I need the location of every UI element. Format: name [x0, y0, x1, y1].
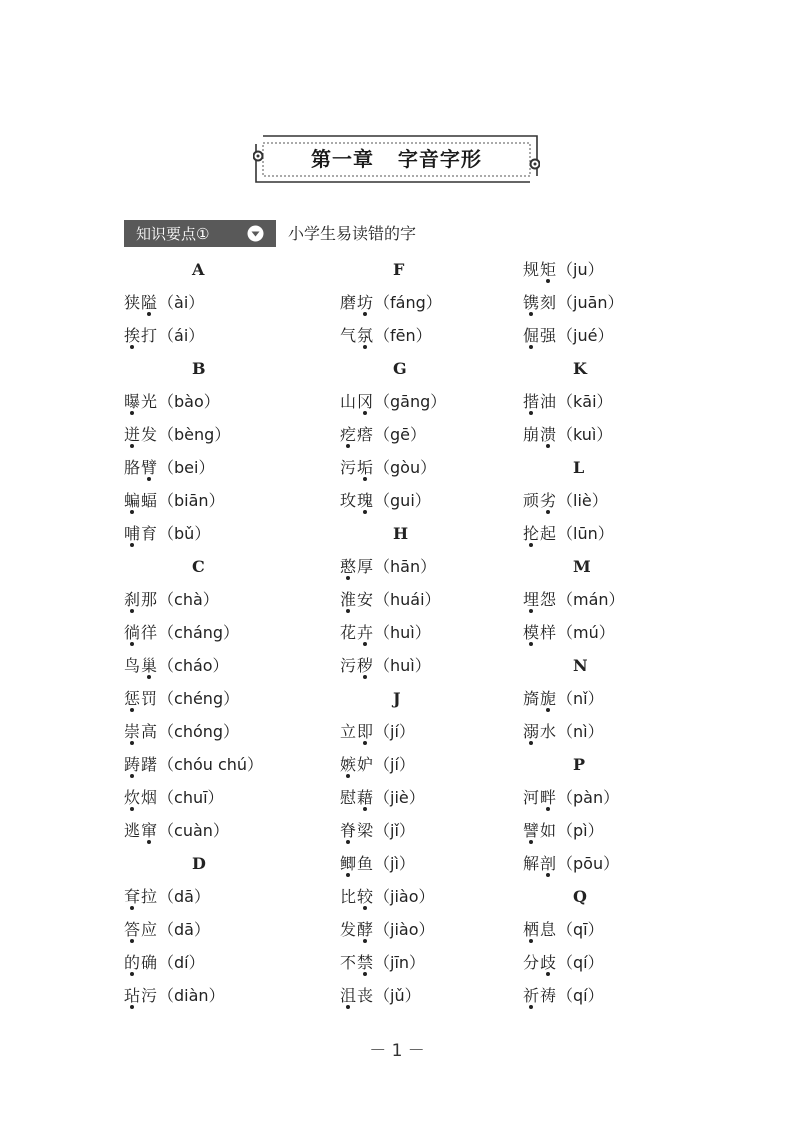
emphasis-dot — [346, 774, 350, 778]
word-entry — [523, 253, 683, 286]
word-text: 嫉妒 — [340, 755, 375, 774]
emphasis-dot — [529, 312, 533, 316]
word-text: 胳臂 — [124, 458, 159, 477]
pinyin-text: （jì） — [374, 854, 415, 873]
emphasis-dot — [363, 345, 367, 349]
emphasis-dot — [130, 774, 134, 778]
word-entry — [340, 385, 500, 418]
letter-header: Q — [573, 887, 587, 906]
word-text: 惩罚 — [124, 689, 159, 708]
pinyin-text: （qī） — [557, 920, 604, 939]
word-entry — [523, 484, 683, 517]
emphasis-dot — [529, 939, 533, 943]
word-text: 譬如 — [523, 821, 558, 840]
emphasis-dot — [130, 642, 134, 646]
word-entry — [340, 550, 500, 583]
emphasis-dot — [130, 1005, 134, 1009]
pinyin-text: （fáng） — [374, 293, 442, 312]
word-entry — [124, 286, 284, 319]
pinyin-text: （ái） — [158, 326, 205, 345]
word-entry — [340, 913, 500, 946]
word-text: 旖旎 — [523, 689, 558, 708]
emphasis-dot — [546, 510, 550, 514]
letter-header: G — [393, 359, 407, 378]
word-text: 崩溃 — [523, 425, 558, 444]
emphasis-dot — [529, 543, 533, 547]
letter-header: P — [573, 755, 586, 774]
word-entry — [523, 814, 683, 847]
word-entry — [523, 781, 683, 814]
word-entry — [340, 814, 500, 847]
word-entry — [124, 781, 284, 814]
word-text: 立即 — [340, 722, 375, 741]
word-text: 蝙蝠 — [124, 491, 159, 510]
word-entry — [124, 748, 284, 781]
word-entry — [124, 583, 284, 616]
word-entry — [124, 682, 284, 715]
word-text: 揩油 — [523, 392, 558, 411]
emphasis-dot — [363, 906, 367, 910]
word-entry — [340, 649, 500, 682]
pinyin-text: （cuàn） — [158, 821, 229, 840]
chapter-title: 第一章 字音字形 — [311, 147, 482, 171]
word-text: 踌躇 — [124, 755, 159, 774]
word-entry — [124, 715, 284, 748]
word-text: 比较 — [340, 887, 375, 906]
word-text: 镌刻 — [523, 293, 558, 312]
word-entry — [124, 913, 284, 946]
pinyin-text: （chà） — [158, 590, 219, 609]
word-entry — [523, 715, 683, 748]
word-entry — [523, 385, 683, 418]
word-entry — [340, 286, 500, 319]
emphasis-dot — [363, 411, 367, 415]
word-text: 抡起 — [523, 524, 558, 543]
letter-header: N — [573, 656, 588, 675]
pinyin-text: （jiè） — [374, 788, 425, 807]
emphasis-dot — [147, 675, 151, 679]
emphasis-dot — [130, 543, 134, 547]
emphasis-dot — [130, 444, 134, 448]
word-text: 沮丧 — [340, 986, 375, 1005]
word-entry — [124, 484, 284, 517]
pinyin-text: （chóng） — [158, 722, 240, 741]
word-text: 曝光 — [124, 392, 159, 411]
emphasis-dot — [529, 345, 533, 349]
pinyin-text: （kuì） — [557, 425, 613, 444]
word-text: 山冈 — [340, 392, 375, 411]
word-text: 挨打 — [124, 326, 159, 345]
pinyin-text: （dí） — [158, 953, 205, 972]
word-text: 花卉 — [340, 623, 375, 642]
emphasis-dot — [147, 840, 151, 844]
word-text: 刹那 — [124, 590, 159, 609]
pinyin-text: （huì） — [374, 656, 431, 675]
pinyin-text: （jiào） — [374, 887, 435, 906]
emphasis-dot — [346, 840, 350, 844]
word-text: 河畔 — [523, 788, 558, 807]
word-text: 狭隘 — [124, 293, 159, 312]
pinyin-text: （pōu） — [557, 854, 620, 873]
word-entry — [340, 946, 500, 979]
word-entry — [523, 979, 683, 1012]
pinyin-text: （bǔ） — [158, 524, 211, 543]
pinyin-text: （cháo） — [158, 656, 229, 675]
emphasis-dot — [346, 576, 350, 580]
pinyin-text: （dā） — [158, 920, 210, 939]
word-text: 模样 — [523, 623, 558, 642]
word-column-1 — [124, 253, 284, 1012]
emphasis-dot — [147, 477, 151, 481]
word-text: 崇高 — [124, 722, 159, 741]
word-text: 磨坊 — [340, 293, 375, 312]
pinyin-text: （juān） — [557, 293, 624, 312]
emphasis-dot — [363, 675, 367, 679]
pinyin-text: （bei） — [158, 458, 215, 477]
word-text: 耷拉 — [124, 887, 159, 906]
word-entry — [523, 418, 683, 451]
word-text: 哺育 — [124, 524, 159, 543]
pinyin-text: （huái） — [374, 590, 441, 609]
word-column-3 — [523, 253, 683, 1012]
page-number: － 1 － — [369, 1041, 425, 1061]
letter-header: L — [573, 458, 585, 477]
emphasis-dot — [363, 477, 367, 481]
emphasis-dot — [346, 609, 350, 613]
letter-header: K — [573, 359, 587, 378]
pinyin-text: （liè） — [557, 491, 608, 510]
pinyin-text: （mú） — [557, 623, 615, 642]
word-entry — [340, 484, 500, 517]
emphasis-dot — [130, 741, 134, 745]
word-entry — [340, 583, 500, 616]
word-entry — [340, 715, 500, 748]
emphasis-dot — [363, 807, 367, 811]
word-entry — [340, 847, 500, 880]
emphasis-dot — [529, 1005, 533, 1009]
word-text: 逃窜 — [124, 821, 159, 840]
pinyin-text: （nǐ） — [557, 689, 604, 708]
pinyin-text: （chéng） — [158, 689, 240, 708]
word-text: 祈祷 — [523, 986, 558, 1005]
section-title: 小学生易读错的字 — [288, 224, 417, 243]
word-text: 答应 — [124, 920, 159, 939]
word-entry — [340, 451, 500, 484]
pinyin-text: （gē） — [374, 425, 427, 444]
pinyin-text: （gui） — [374, 491, 431, 510]
pinyin-text: （jiào） — [374, 920, 435, 939]
emphasis-dot — [546, 279, 550, 283]
letter-header: M — [573, 557, 591, 576]
word-entry — [523, 286, 683, 319]
word-column-2 — [340, 253, 500, 1012]
emphasis-dot — [130, 972, 134, 976]
pinyin-text: （jǔ） — [374, 986, 421, 1005]
pinyin-text: （mán） — [557, 590, 625, 609]
emphasis-dot — [130, 708, 134, 712]
letter-header: A — [192, 260, 205, 279]
word-text: 玫瑰 — [340, 491, 375, 510]
word-text: 憨厚 — [340, 557, 375, 576]
letter-header: F — [393, 260, 405, 279]
emphasis-dot — [346, 1005, 350, 1009]
letter-header: D — [192, 854, 206, 873]
pinyin-text: （ju） — [557, 260, 604, 279]
pinyin-text: （pàn） — [557, 788, 620, 807]
word-text: 溺水 — [523, 722, 558, 741]
emphasis-dot — [363, 642, 367, 646]
emphasis-dot — [529, 741, 533, 745]
word-entry — [124, 979, 284, 1012]
word-entry — [340, 880, 500, 913]
word-text: 不禁 — [340, 953, 375, 972]
word-entry — [523, 913, 683, 946]
word-text: 埋怨 — [523, 590, 558, 609]
word-text: 的确 — [124, 953, 159, 972]
word-text: 慰藉 — [340, 788, 375, 807]
word-text: 炊烟 — [124, 788, 159, 807]
emphasis-dot — [363, 741, 367, 745]
emphasis-dot — [546, 444, 550, 448]
pinyin-text: （chóu chú） — [158, 755, 264, 774]
word-entry — [124, 814, 284, 847]
pinyin-text: （jǐ） — [374, 821, 415, 840]
word-text: 倔强 — [523, 326, 558, 345]
word-entry — [523, 583, 683, 616]
letter-header: B — [192, 359, 206, 378]
pinyin-text: （gòu） — [374, 458, 437, 477]
pinyin-text: （lūn） — [557, 524, 614, 543]
pinyin-text: （cháng） — [158, 623, 240, 642]
word-text: 脊梁 — [340, 821, 375, 840]
word-text: 污垢 — [340, 458, 375, 477]
emphasis-dot — [529, 411, 533, 415]
knowledge-point-badge — [124, 220, 276, 247]
word-text: 疙瘩 — [340, 425, 375, 444]
pinyin-text: （jīn） — [374, 953, 426, 972]
chevron-down-icon — [247, 225, 264, 242]
word-entry — [124, 880, 284, 913]
word-entry — [523, 517, 683, 550]
word-entry — [523, 847, 683, 880]
word-entry — [523, 616, 683, 649]
pinyin-text: （jí） — [374, 755, 415, 774]
pinyin-text: （ài） — [158, 293, 205, 312]
word-text: 顽劣 — [523, 491, 558, 510]
word-entry — [124, 649, 284, 682]
word-text: 鸟巢 — [124, 656, 159, 675]
word-entry — [523, 946, 683, 979]
pinyin-text: （nì） — [557, 722, 604, 741]
pinyin-text: （jué） — [557, 326, 614, 345]
word-text: 鲫鱼 — [340, 854, 375, 873]
word-text: 迸发 — [124, 425, 159, 444]
emphasis-dot — [546, 972, 550, 976]
word-entry — [340, 616, 500, 649]
word-text: 分歧 — [523, 953, 558, 972]
emphasis-dot — [130, 939, 134, 943]
word-entry — [124, 418, 284, 451]
emphasis-dot — [529, 609, 533, 613]
word-text: 玷污 — [124, 986, 159, 1005]
chapter-title-frame — [253, 134, 540, 184]
pinyin-text: （jí） — [374, 722, 415, 741]
word-entry — [523, 319, 683, 352]
pinyin-text: （biān） — [158, 491, 225, 510]
knowledge-point-label: 知识要点① — [136, 225, 210, 243]
emphasis-dot — [346, 444, 350, 448]
emphasis-dot — [363, 972, 367, 976]
word-entry — [523, 682, 683, 715]
word-entry — [124, 451, 284, 484]
pinyin-text: （chuī） — [158, 788, 224, 807]
emphasis-dot — [130, 411, 134, 415]
word-text: 徜徉 — [124, 623, 159, 642]
word-entry — [124, 517, 284, 550]
word-entry — [340, 319, 500, 352]
word-entry — [124, 616, 284, 649]
emphasis-dot — [546, 807, 550, 811]
letter-header: H — [393, 524, 409, 543]
emphasis-dot — [130, 345, 134, 349]
emphasis-dot — [130, 906, 134, 910]
pinyin-text: （gāng） — [374, 392, 447, 411]
pinyin-text: （hān） — [374, 557, 437, 576]
pinyin-text: （pì） — [557, 821, 604, 840]
word-entry — [340, 979, 500, 1012]
emphasis-dot — [546, 873, 550, 877]
pinyin-text: （fēn） — [374, 326, 432, 345]
emphasis-dot — [363, 312, 367, 316]
word-entry — [340, 418, 500, 451]
word-entry — [124, 319, 284, 352]
emphasis-dot — [363, 510, 367, 514]
word-text: 解剖 — [523, 854, 558, 873]
emphasis-dot — [130, 510, 134, 514]
emphasis-dot — [130, 609, 134, 613]
letter-header: J — [393, 689, 401, 708]
word-text: 污秽 — [340, 656, 375, 675]
pinyin-text: （dā） — [158, 887, 210, 906]
word-text: 规矩 — [523, 260, 558, 279]
pinyin-text: （qí） — [557, 953, 604, 972]
word-entry — [124, 385, 284, 418]
emphasis-dot — [529, 642, 533, 646]
letter-header: C — [192, 557, 205, 576]
emphasis-dot — [130, 807, 134, 811]
word-text: 淮安 — [340, 590, 375, 609]
pinyin-text: （huì） — [374, 623, 431, 642]
word-text: 发酵 — [340, 920, 375, 939]
emphasis-dot — [147, 312, 151, 316]
emphasis-dot — [346, 873, 350, 877]
emphasis-dot — [546, 708, 550, 712]
pinyin-text: （bào） — [158, 392, 220, 411]
word-entry — [124, 946, 284, 979]
word-text: 气氛 — [340, 326, 375, 345]
emphasis-dot — [363, 939, 367, 943]
word-entry — [340, 781, 500, 814]
pinyin-text: （diàn） — [158, 986, 225, 1005]
pinyin-text: （kāi） — [557, 392, 613, 411]
word-entry — [340, 748, 500, 781]
pinyin-text: （bèng） — [158, 425, 231, 444]
pinyin-text: （qí） — [557, 986, 604, 1005]
emphasis-dot — [529, 840, 533, 844]
word-text: 栖息 — [523, 920, 558, 939]
